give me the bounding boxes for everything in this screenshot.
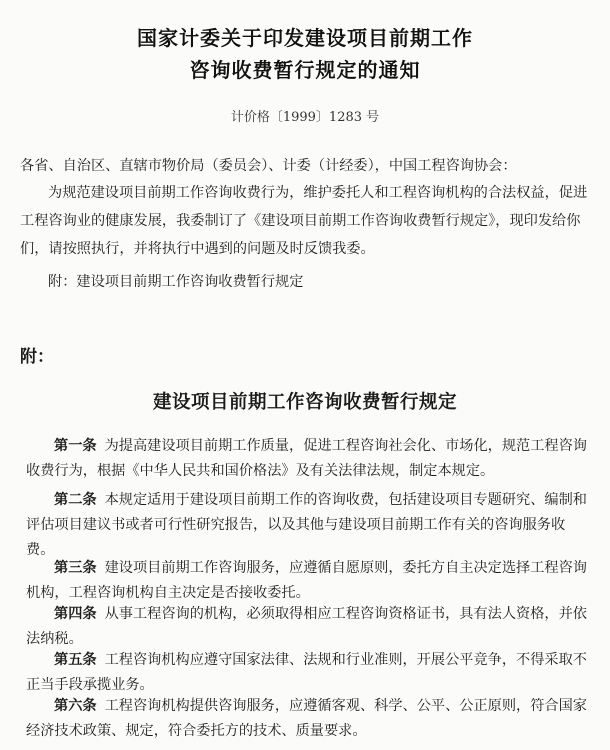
article-text: 本规定适用于建设项目前期工作的咨询收费，包括建设项目专题研究、编制和评估项目建议书或者可行性研究报告，以及其他与建设项目前期工作有关的咨询服务收费。: [26, 492, 587, 558]
article-text: 从事工程咨询的机构，必须取得相应工程咨询资格证书，具有法人资格，并依法纳税。: [26, 606, 587, 647]
article-text: 工程咨询机构应遵守国家法律、法规和行业准则，开展公平竞争，不得采取不正当手段承揽业务。: [26, 652, 587, 693]
article-heading: 第四条: [54, 606, 97, 622]
article-text: 工程咨询机构提供咨询服务，应遵循客观、科学、公平、公正原则，符合国家经济技术政策、规定，符合委托方的技术、质量要求。: [26, 698, 587, 739]
appendix-label: 附：: [20, 347, 54, 367]
article-heading: 第三条: [54, 560, 97, 576]
article-4: [26, 602, 592, 652]
notice-body: 为规范建设项目前期工作咨询收费行为，维护委托人和工程咨询机构的合法权益，促进工程咨询业的健康发展，我委制订了《建设项目前期工作咨询收费暂行规定》，现印发给你们，请按照执行，并将执行中遇到的问题及时反馈我委。: [20, 185, 588, 257]
article-6: [26, 694, 592, 744]
article-5: [26, 648, 592, 698]
document-title-line2: 咨询收费暂行规定的通知: [189, 58, 421, 82]
document-number: 计价格〔1999〕1283 号: [230, 110, 380, 125]
article-text: 为提高建设项目前期工作质量，促进工程咨询社会化、市场化，规范工程咨询收费行为，根据《中华人民共和国价格法》及有关法律法规，制定本规定。: [26, 438, 587, 479]
article-heading: 第五条: [54, 652, 97, 668]
addressee-line: 各省、自治区、直辖市物价局（委员会）、计委（计经委），中国工程咨询协会：: [20, 158, 517, 174]
appendix-title: 建设项目前期工作咨询收费暂行规定: [152, 392, 457, 413]
article-text: 建设项目前期工作咨询服务，应遵循自愿原则，委托方自主决定选择工程咨询机构，工程咨询机构自主决定是否接收委托。: [26, 560, 587, 601]
document-title-line1: 国家计委关于印发建设项目前期工作: [137, 26, 473, 50]
article-heading: 第六条: [54, 698, 97, 714]
article-2: [26, 488, 592, 563]
article-1: [26, 434, 592, 484]
article-3: [26, 556, 592, 606]
article-heading: 第一条: [54, 438, 97, 454]
article-heading: 第二条: [54, 492, 97, 508]
attachment-note: 附：建设项目前期工作咨询收费暂行规定: [48, 274, 304, 290]
